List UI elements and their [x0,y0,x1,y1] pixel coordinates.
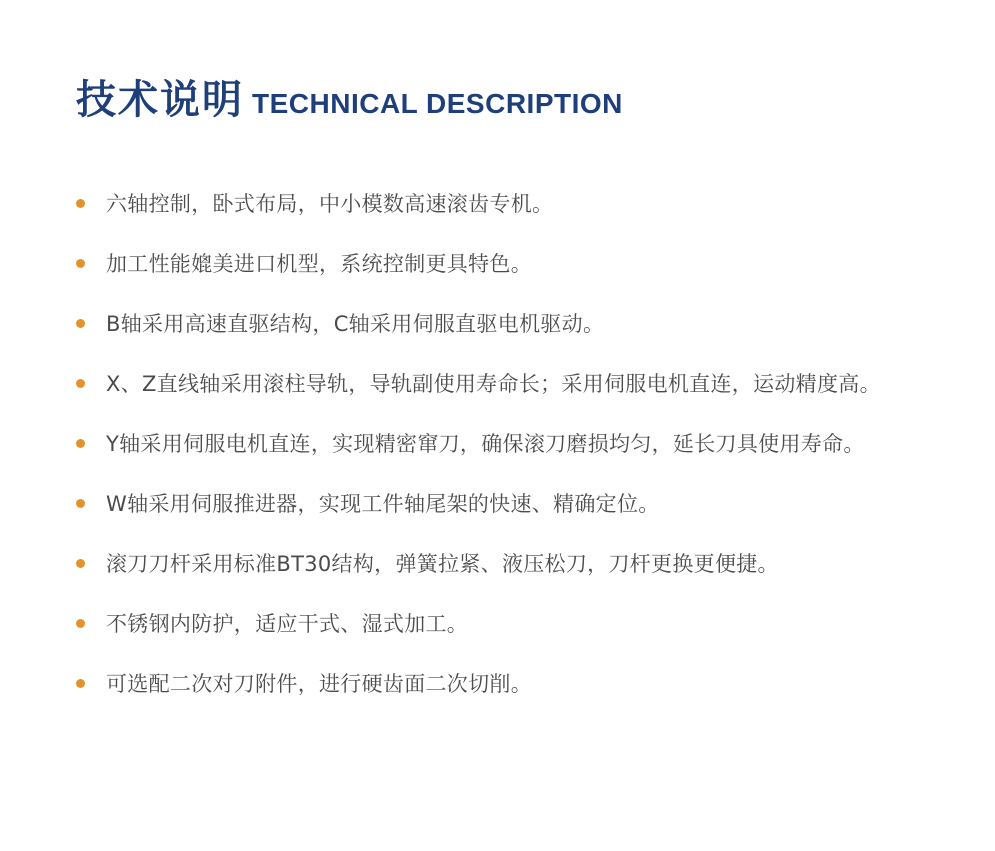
list-item [76,654,936,714]
list-item [76,534,936,594]
bullet-dot-icon [76,499,85,508]
feature-list [76,174,936,714]
bullet-dot-icon [76,439,85,448]
list-item [76,354,936,414]
heading-title-cn: 技术说明 [76,77,244,123]
bullet-dot-icon [76,319,85,328]
bullet-dot-icon [76,679,85,688]
bullet-dot-icon [76,379,85,388]
bullet-dot-icon [76,619,85,628]
bullet-dot-icon [76,199,85,208]
list-item-text: X、Z直线轴采用滚柱导轨，导轨副使用寿命长；采用伺服电机直连，运动精度高。 [106,372,881,396]
list-item [76,234,936,294]
bullet-dot-icon [76,259,85,268]
list-item-text: B轴采用高速直驱结构，C轴采用伺服直驱电机驱动。 [106,312,605,336]
list-item [76,174,936,234]
list-item-text: Y轴采用伺服电机直连，实现精密窜刀，确保滚刀磨损均匀，延长刀具使用寿命。 [106,432,865,456]
list-item [76,474,936,534]
list-item-text: 加工性能媲美进口机型，系统控制更具特色。 [106,252,532,276]
list-item-text: 滚刀刀杆采用标准BT30结构，弹簧拉紧、液压松刀，刀杆更换更便捷。 [106,552,779,576]
list-item-text: 不锈钢内防护，适应干式、湿式加工。 [106,612,469,636]
list-item-text: W轴采用伺服推进器，实现工件轴尾架的快速、精确定位。 [106,492,660,516]
bullet-dot-icon [76,559,85,568]
heading-title-en: TECHNICAL DESCRIPTION [252,88,623,119]
list-item-text: 可选配二次对刀附件，进行硬齿面二次切削。 [106,672,532,696]
list-item [76,414,936,474]
list-item [76,594,936,654]
list-item-text: 六轴控制，卧式布局，中小模数高速滚齿专机。 [106,192,554,216]
section-heading [76,74,623,126]
list-item [76,294,936,354]
